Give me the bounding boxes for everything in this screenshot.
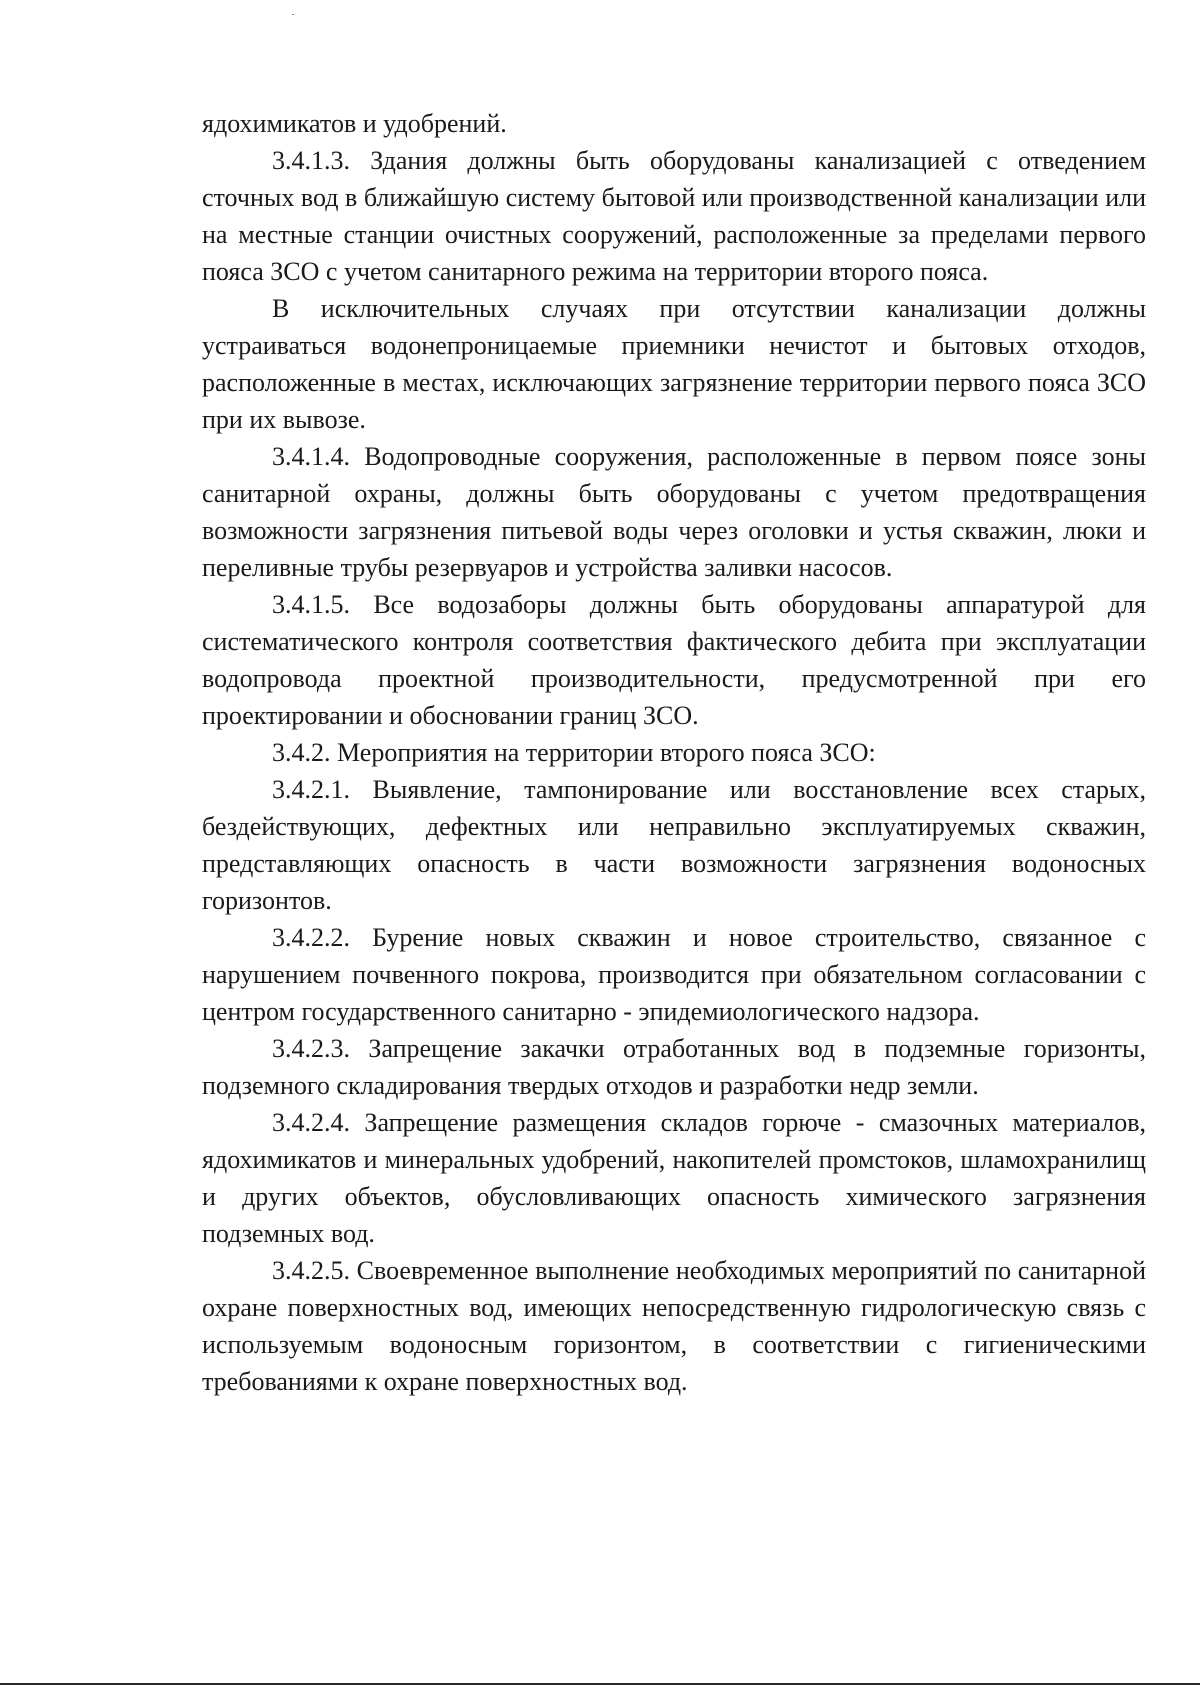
document-body (202, 105, 1146, 1400)
paragraph-3-4-2-3: 3.4.2.3. Запрещение закачки отработанных вод в подземные горизонты, подземного складирования твердых отходов и разработки недр земли. (202, 1034, 1146, 1100)
scan-speck (292, 14, 294, 15)
paragraph-3-4-2-1: 3.4.2.1. Выявление, тампонирование или восстановление всех старых, бездействующих, дефектных или неправильно эксплуатируемых скважин, представляющих опасность в части возможности загрязнения водоносных горизонтов. (202, 775, 1146, 915)
paragraph-3-4-2-5: 3.4.2.5. Своевременное выполнение необходимых мероприятий по санитарной охране поверхностных вод, имеющих непосредственную гидрологическую связь с используемым водоносным горизонтом, в соответствии с гигиеническими требованиями к охране поверхностных вод. (202, 1256, 1146, 1396)
page-bottom-edge (0, 1683, 1200, 1685)
paragraph-3-4-2: 3.4.2. Мероприятия на территории второго пояса ЗСО: (272, 738, 876, 767)
paragraph-3-4-1-3: 3.4.1.3. Здания должны быть оборудованы канализацией с отведением сточных вод в ближайшую систему бытовой или производственной канализации или на местные станции очистных сооружений, расположенные за пределами первого пояса ЗСО с учетом санитарного режима на территории второго пояса. (202, 146, 1146, 286)
paragraph-3-4-1-5: 3.4.1.5. Все водозаборы должны быть оборудованы аппаратурой для систематического контроля соответствия фактического дебита при эксплуатации водопровода проектной производительности, предусмотренной при его проектировании и обосновании границ ЗСО. (202, 590, 1146, 730)
paragraph-3-4-2-2: 3.4.2.2. Бурение новых скважин и новое строительство, связанное с нарушением почвенного покрова, производится при обязательном согласовании с центром государственного санитарно - эпидемиологического надзора. (202, 923, 1146, 1026)
paragraph-exceptional-cases: В исключительных случаях при отсутствии канализации должны устраиваться водонепроницаемые приемники нечистот и бытовых отходов, расположенные в местах, исключающих загрязнение территории первого пояса ЗСО при их вывозе. (202, 294, 1146, 434)
paragraph-3-4-2-4: 3.4.2.4. Запрещение размещения складов горюче - смазочных материалов, ядохимикатов и минеральных удобрений, накопителей промстоков, шламохранилищ и других объектов, обусловливающих опасность химического загрязнения подземных вод. (202, 1108, 1146, 1248)
paragraph-3-4-1-4: 3.4.1.4. Водопроводные сооружения, расположенные в первом поясе зоны санитарной охраны, должны быть оборудованы с учетом предотвращения возможности загрязнения питьевой воды через оголовки и устья скважин, люки и переливные трубы резервуаров и устройства заливки насосов. (202, 442, 1146, 582)
paragraph-continuation: ядохимикатов и удобрений. (202, 109, 507, 138)
